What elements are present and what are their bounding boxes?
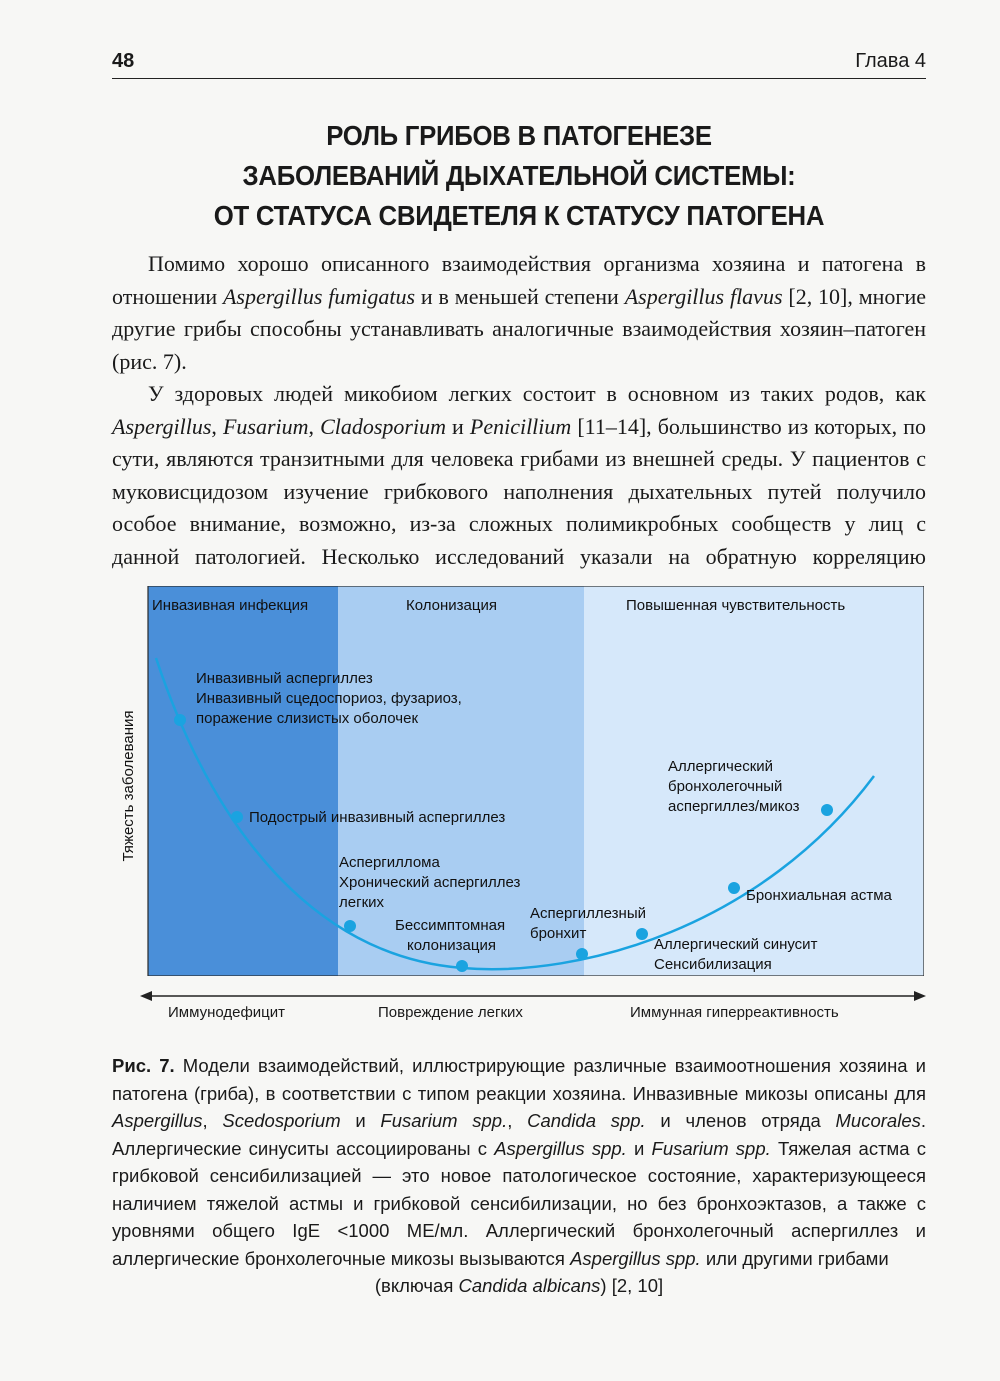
caption-t1: Модели взаимодействий, иллюстрирующие различные взаимоотношения хозяина и патогена (гриба), в соответствии с типом реакции хозяина. Инвазивные микозы описаны для <box>112 1055 926 1104</box>
label-invasive-scedosporiosis: Инвазивный сцедоспориоз, фузариоз, <box>196 690 462 707</box>
chapter-label: Глава 4 <box>855 50 926 72</box>
caption-last-a: (включая <box>374 1275 459 1296</box>
label-subacute: Подострый инвазивный аспергиллез <box>249 809 506 826</box>
label-sensitization: Сенсибилизация <box>654 956 772 973</box>
point-bronchitis <box>576 948 588 960</box>
y-axis-label: Тяжесть заболевания <box>120 710 137 862</box>
caption-i3: Fusarium spp. <box>380 1110 508 1131</box>
title-line-2: ЗАБОЛЕВАНИЙ ДЫХАТЕЛЬНОЙ СИСТЕМЫ: <box>242 160 796 191</box>
caption-i6: Aspergillus spp. <box>494 1137 627 1159</box>
label-colonization: колонизация <box>407 937 496 954</box>
immune-axis-arrow <box>140 988 926 1004</box>
caption-last-i: Candida albicans <box>458 1275 601 1296</box>
caption-t5: и членов отряда <box>645 1110 836 1131</box>
caption-i7: Fusarium spp. <box>651 1137 771 1159</box>
zone-label-hypersensitivity: Повышенная чувствительность <box>626 597 846 614</box>
caption-i8: Aspergillus spp. <box>570 1247 701 1269</box>
label-abpa-3: аспергиллез/микоз <box>668 798 800 815</box>
point-abpa <box>821 804 833 816</box>
point-invasive <box>174 714 186 726</box>
label-chronic-aspergillosis: Хронический аспергиллез <box>339 874 521 891</box>
caption-label: Рис. 7. <box>112 1055 175 1076</box>
caption-t9: или другими грибами <box>700 1247 889 1269</box>
label-mucosal-damage: поражение слизистых оболочек <box>196 710 419 727</box>
caption-t7: и <box>626 1137 652 1159</box>
caption-i1: Aspergillus <box>112 1110 203 1131</box>
caption-last-b: ) [2, 10] <box>600 1275 664 1296</box>
figure-7 <box>112 586 924 976</box>
section-title <box>145 116 894 236</box>
label-aspergilloma: Аспергиллома <box>339 854 440 871</box>
axis-label-immunodeficiency: Иммунодефицит <box>168 1004 286 1021</box>
body-text <box>112 248 926 573</box>
point-subacute <box>231 811 243 823</box>
label-invasive-aspergillosis: Инвазивный аспергиллез <box>196 670 373 687</box>
p2-genus-aspergillus: Aspergillus <box>112 413 212 439</box>
caption-i5: Mucorales <box>835 1110 921 1131</box>
arrow-right-icon <box>914 991 926 1001</box>
label-asymptomatic: Бессимптомная <box>395 917 506 934</box>
p2-text-c: , <box>211 413 223 439</box>
label-asthma: Бронхиальная астма <box>746 887 892 904</box>
axis-label-lung-damage: Повреждение легких <box>378 1004 523 1021</box>
caption-t3: и <box>340 1110 381 1131</box>
page-number: 48 <box>112 50 135 72</box>
caption-last-line <box>112 1272 926 1300</box>
p2-genus-penicillium: Penicillium <box>469 413 572 439</box>
p2-genus-cladosporium: Cladosporium <box>320 413 446 439</box>
p2-text-i: [11–14], большинство из которых, по сути, являются транзитными для человека грибами из внешней среды. У пациентов с муковисцидозом изучение грибкового наполнения дыхательных путей получило особое внимание, возможно, из-за сложных полимикробных сообществ у лиц с данной патологией. Несколько исследований указали на обратную корреляцию <box>112 413 927 569</box>
label-lungs: легких <box>339 894 385 911</box>
figure-caption <box>112 1052 926 1300</box>
p1-text-e: [2, 10], многие другие грибы способны устанавливать аналогичные взаимодействия хозяин–патоген (рис. 7). <box>112 283 926 374</box>
point-asthma <box>728 882 740 894</box>
label-aspergillus-bronchitis: Аспергиллезный <box>530 905 647 922</box>
paragraph-1 <box>112 248 926 378</box>
label-allergic-sinusitis: Аллергический синусит <box>654 936 818 953</box>
paragraph-2 <box>112 378 926 573</box>
caption-t8: Тяжелая астма с грибковой сенсибилизацией — это новое патологическое состояние, характеризующееся наличием тяжелой астмы и грибковой сенсибилизации, но без бронхоэктазов, а также с уровнями общего IgE <1000 МЕ/мл. Аллергический бронхолегочный аспергиллез и аллергические бронхолегочные микозы вызываются <box>112 1137 926 1269</box>
arrow-left-icon <box>140 991 152 1001</box>
point-sinusitis <box>636 928 648 940</box>
caption-t4: , <box>507 1110 528 1131</box>
label-abpa-1: Аллергический <box>668 758 774 775</box>
p2-text-a: У здоровых людей микобиом легких состоит в основном из таких родов, как <box>148 381 926 406</box>
caption-i2: Scedosporium <box>222 1110 341 1131</box>
p2-genus-fusarium: Fusarium <box>222 413 309 439</box>
p2-text-g: и <box>446 413 470 439</box>
p1-species-flavus: Aspergillus flavus <box>624 283 783 309</box>
title-line-1: РОЛЬ ГРИБОВ В ПАТОГЕНЕЗЕ <box>326 120 712 151</box>
header-rule <box>112 78 926 79</box>
title-line-3: ОТ СТАТУСА СВИДЕТЕЛЯ К СТАТУСУ ПАТОГЕНА <box>213 200 825 231</box>
point-asymptomatic <box>456 960 468 972</box>
label-bronchitis: бронхит <box>530 925 587 942</box>
p1-text-c: и в меньшей степени <box>415 283 625 309</box>
zone-label-invasive: Инвазивная инфекция <box>152 597 309 614</box>
label-abpa-2: бронхолегочный <box>668 778 783 795</box>
zone-label-colonization: Колонизация <box>406 597 497 614</box>
caption-t2: , <box>202 1110 223 1131</box>
caption-i4: Candida spp. <box>527 1110 646 1131</box>
axis-label-hyperreactivity: Иммунная гиперреактивность <box>630 1004 839 1021</box>
p1-species-fumigatus: Aspergillus fumigatus <box>222 283 416 309</box>
caption-t6: . Аллергические синуситы ассоциированы с <box>112 1110 926 1159</box>
zone-invasive-background <box>148 586 338 976</box>
p1-text-a: Помимо хорошо описанного взаимодействия организма хозяина и патогена в отношении <box>112 251 926 309</box>
figure-diagram <box>112 586 924 976</box>
p2-text-e: , <box>308 413 321 439</box>
point-aspergilloma <box>344 920 356 932</box>
